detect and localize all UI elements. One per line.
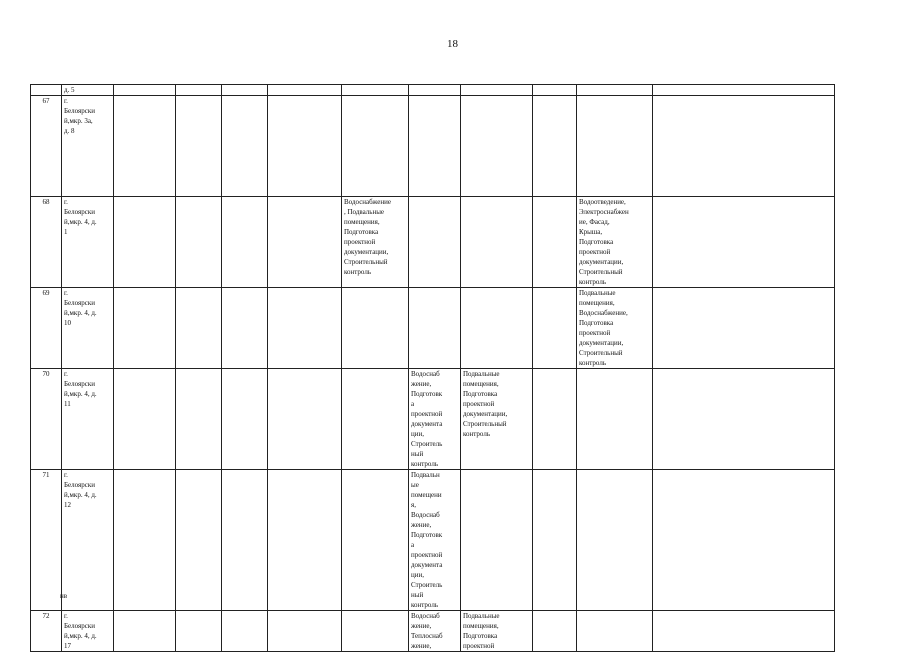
works-cell xyxy=(533,96,577,197)
works-cell xyxy=(114,85,176,96)
works-cell xyxy=(461,85,533,96)
works-cell xyxy=(653,288,835,369)
works-cell xyxy=(342,470,409,611)
works-cell xyxy=(268,470,342,611)
works-cell: Водоснаб жение, Подготовк а проектной документа ции, Строитель ный контроль xyxy=(409,369,461,470)
works-cell xyxy=(268,96,342,197)
works-cell xyxy=(176,470,222,611)
works-cell xyxy=(222,288,268,369)
table-row xyxy=(31,470,835,611)
works-cell xyxy=(176,611,222,652)
table-row xyxy=(31,369,835,470)
works-cell xyxy=(268,369,342,470)
row-number-cell: 71 xyxy=(31,470,62,611)
works-cell xyxy=(222,611,268,652)
table-row xyxy=(31,197,835,288)
works-cell xyxy=(176,288,222,369)
works-cell xyxy=(114,611,176,652)
works-cell xyxy=(461,96,533,197)
works-cell: Водоотведение, Электроснабжен ие, Фасад, Крыша, Подготовка проектной документации, Строительный контроль xyxy=(577,197,653,288)
works-cell xyxy=(409,85,461,96)
works-cell xyxy=(577,96,653,197)
row-number-cell: 67 xyxy=(31,96,62,197)
works-cell xyxy=(222,96,268,197)
works-cell xyxy=(268,197,342,288)
row-number-cell: 72 xyxy=(31,611,62,652)
works-cell xyxy=(176,197,222,288)
row-number-cell xyxy=(31,85,62,96)
works-cell xyxy=(653,470,835,611)
works-cell xyxy=(342,288,409,369)
works-cell: Подвальные помещения, Подготовка проектной xyxy=(461,611,533,652)
address-cell: г. Белоярски й,мкр. 4, д. 11 xyxy=(62,369,114,470)
table-row xyxy=(31,611,835,652)
table-row xyxy=(31,85,835,96)
works-cell xyxy=(409,96,461,197)
works-cell xyxy=(176,96,222,197)
address-cell: д. 5 xyxy=(62,85,114,96)
works-cell xyxy=(268,611,342,652)
works-cell xyxy=(222,85,268,96)
works-cell xyxy=(461,197,533,288)
works-cell xyxy=(533,470,577,611)
address-cell: г. Белоярски й,мкр. 4, д. 12 xyxy=(62,470,114,611)
works-cell xyxy=(577,470,653,611)
works-cell xyxy=(577,611,653,652)
works-cell xyxy=(409,288,461,369)
works-cell xyxy=(653,96,835,197)
works-cell xyxy=(114,197,176,288)
row-number-cell: 70 xyxy=(31,369,62,470)
table-row xyxy=(31,288,835,369)
address-cell: г. Белоярски й,мкр. 4, д. 10 xyxy=(62,288,114,369)
works-cell xyxy=(222,369,268,470)
works-cell xyxy=(342,85,409,96)
address-cell: г. Белоярски й,мкр. 4, д. 17 xyxy=(62,611,114,652)
works-cell xyxy=(176,369,222,470)
works-cell xyxy=(114,96,176,197)
works-cell xyxy=(268,288,342,369)
footer-mark: нв xyxy=(60,592,68,600)
works-cell xyxy=(461,288,533,369)
works-schedule-table xyxy=(30,84,835,652)
works-cell xyxy=(577,85,653,96)
works-cell xyxy=(653,611,835,652)
works-cell xyxy=(533,288,577,369)
works-cell xyxy=(461,470,533,611)
works-cell xyxy=(268,85,342,96)
works-cell xyxy=(533,197,577,288)
works-cell: Подвальные помещения, Подготовка проектной документации, Строительный контроль xyxy=(461,369,533,470)
works-cell xyxy=(114,470,176,611)
row-number-cell: 69 xyxy=(31,288,62,369)
works-cell xyxy=(176,85,222,96)
works-cell xyxy=(653,369,835,470)
works-cell: Подвальные помещения, Водоснабжение, Подготовка проектной документации, Строительный контроль xyxy=(577,288,653,369)
address-cell: г. Белоярски й,мкр. 4, д. 1 xyxy=(62,197,114,288)
works-cell xyxy=(114,288,176,369)
works-cell xyxy=(409,197,461,288)
works-cell xyxy=(114,369,176,470)
row-number-cell: 68 xyxy=(31,197,62,288)
works-cell xyxy=(533,85,577,96)
works-cell xyxy=(653,85,835,96)
works-cell: Водоснаб жение, Теплоснаб жение, xyxy=(409,611,461,652)
works-cell xyxy=(342,611,409,652)
works-cell xyxy=(342,96,409,197)
table-row xyxy=(31,96,835,197)
works-cell xyxy=(222,197,268,288)
works-cell: Подвальн ые помещени я, Водоснаб жение, Подготовк а проектной документа ции, Строитель ный контроль xyxy=(409,470,461,611)
address-cell: г. Белоярски й,мкр. 3а, д. 8 xyxy=(62,96,114,197)
works-cell xyxy=(342,369,409,470)
works-cell xyxy=(222,470,268,611)
works-cell xyxy=(653,197,835,288)
works-cell xyxy=(577,369,653,470)
works-cell xyxy=(533,611,577,652)
page-number: 18 xyxy=(447,38,458,50)
works-cell: Водоснабжение , Подвальные помещения, Подготовка проектной документации, Строительный контроль xyxy=(342,197,409,288)
works-cell xyxy=(533,369,577,470)
